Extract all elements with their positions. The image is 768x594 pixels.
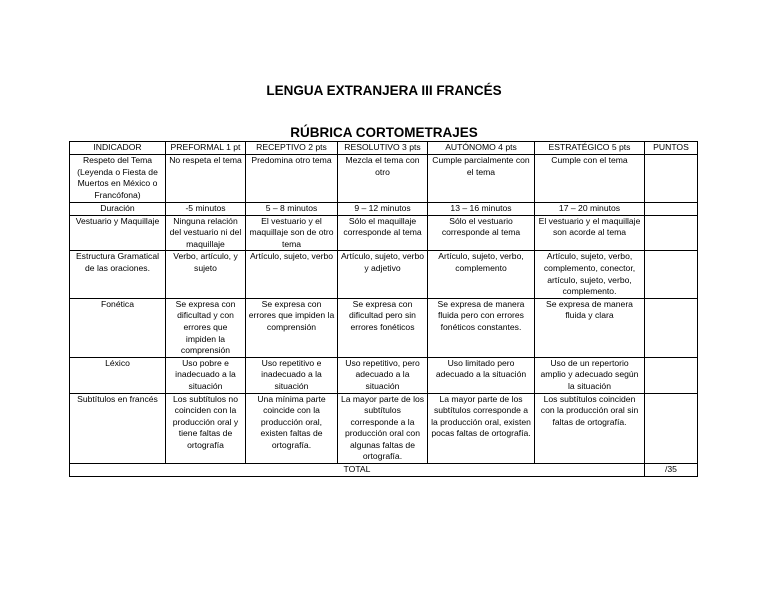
puntos-cell[interactable] — [645, 203, 698, 216]
resolutivo-cell: Sólo el maquillaje corresponde al tema — [338, 215, 428, 251]
puntos-cell[interactable] — [645, 357, 698, 393]
table-row — [70, 155, 698, 203]
preformal-cell: Uso pobre e inadecuado a la situación — [166, 357, 246, 393]
autonomo-cell: Uso limitado pero adecuado a la situación — [428, 357, 535, 393]
receptivo-cell: Se expresa con errores que impiden la comprensión — [246, 298, 338, 357]
header-receptivo: RECEPTIVO 2 pts — [246, 142, 338, 155]
estrategico-cell: El vestuario y el maquillaje son acorde al tema — [535, 215, 645, 251]
estrategico-cell: Artículo, sujeto, verbo, complemento, conector, artículo, sujeto, verbo, complemento. — [535, 251, 645, 298]
autonomo-cell: 13 – 16 minutos — [428, 203, 535, 216]
indicator-cell: Duración — [70, 203, 166, 216]
puntos-cell[interactable] — [645, 393, 698, 464]
resolutivo-cell: Artículo, sujeto, verbo y adjetivo — [338, 251, 428, 298]
header-autonomo: AUTÓNOMO 4 pts — [428, 142, 535, 155]
preformal-cell: -5 minutos — [166, 203, 246, 216]
estrategico-cell: 17 – 20 minutos — [535, 203, 645, 216]
header-puntos: PUNTOS — [645, 142, 698, 155]
estrategico-cell: Uso de un repertorio amplio y adecuado según la situación — [535, 357, 645, 393]
table-row — [70, 215, 698, 251]
preformal-cell: No respeta el tema — [166, 155, 246, 203]
table-row — [70, 298, 698, 357]
autonomo-cell: La mayor parte de los subtítulos corresponde a la producción oral, existen pocas faltas de ortografía. — [428, 393, 535, 464]
indicator-cell: Fonética — [70, 298, 166, 357]
preformal-cell: Verbo, artículo, y sujeto — [166, 251, 246, 298]
header-indicador: INDICADOR — [70, 142, 166, 155]
estrategico-cell: Los subtítulos coinciden con la producción oral sin faltas de ortografía. — [535, 393, 645, 464]
puntos-cell[interactable] — [645, 251, 698, 298]
receptivo-cell: Uso repetitivo e inadecuado a la situación — [246, 357, 338, 393]
rubric-table — [69, 141, 698, 477]
estrategico-cell: Se expresa de manera fluida y clara — [535, 298, 645, 357]
indicator-cell: Vestuario y Maquillaje — [70, 215, 166, 251]
indicator-cell: Respeto del Tema (Leyenda o Fiesta de Muertos en México o Francófona) — [70, 155, 166, 203]
puntos-cell[interactable] — [645, 215, 698, 251]
indicator-cell: Subtítulos en francés — [70, 393, 166, 464]
total-value: /35 — [645, 464, 698, 477]
header-estrategico: ESTRATÉGICO 5 pts — [535, 142, 645, 155]
document-title: LENGUA EXTRANJERA III FRANCÉS — [266, 83, 502, 98]
indicator-cell: Léxico — [70, 357, 166, 393]
receptivo-cell: Predomina otro tema — [246, 155, 338, 203]
resolutivo-cell: La mayor parte de los subtítulos corresponde a la producción oral con algunas faltas de ortografía. — [338, 393, 428, 464]
autonomo-cell: Sólo el vestuario corresponde al tema — [428, 215, 535, 251]
puntos-cell[interactable] — [645, 298, 698, 357]
estrategico-cell: Cumple con el tema — [535, 155, 645, 203]
puntos-cell[interactable] — [645, 155, 698, 203]
preformal-cell: Se expresa con dificultad y con errores que impiden la comprensión — [166, 298, 246, 357]
resolutivo-cell: Uso repetitivo, pero adecuado a la situación — [338, 357, 428, 393]
table-row — [70, 251, 698, 298]
autonomo-cell: Cumple parcialmente con el tema — [428, 155, 535, 203]
autonomo-cell: Artículo, sujeto, verbo, complemento — [428, 251, 535, 298]
header-resolutivo: RESOLUTIVO 3 pts — [338, 142, 428, 155]
table-row — [70, 393, 698, 464]
resolutivo-cell: Mezcla el tema con otro — [338, 155, 428, 203]
total-label: TOTAL — [70, 464, 645, 477]
receptivo-cell: Artículo, sujeto, verbo — [246, 251, 338, 298]
header-preformal: PREFORMAL 1 pt — [166, 142, 246, 155]
autonomo-cell: Se expresa de manera fluida pero con errores fonéticos constantes. — [428, 298, 535, 357]
preformal-cell: Ninguna relación del vestuario ni del maquillaje — [166, 215, 246, 251]
preformal-cell: Los subtítulos no coinciden con la producción oral y tiene faltas de ortografía — [166, 393, 246, 464]
table-row — [70, 203, 698, 216]
rubric-title: RÚBRICA CORTOMETRAJES — [290, 125, 478, 140]
header-row — [70, 142, 698, 155]
table-row — [70, 357, 698, 393]
resolutivo-cell: 9 – 12 minutos — [338, 203, 428, 216]
indicator-cell: Estructura Gramatical de las oraciones. — [70, 251, 166, 298]
total-row — [70, 464, 698, 477]
receptivo-cell: 5 – 8 minutos — [246, 203, 338, 216]
resolutivo-cell: Se expresa con dificultad pero sin errores fonéticos — [338, 298, 428, 357]
receptivo-cell: Una mínima parte coincide con la producción oral, existen faltas de ortografía. — [246, 393, 338, 464]
receptivo-cell: El vestuario y el maquillaje son de otro tema — [246, 215, 338, 251]
